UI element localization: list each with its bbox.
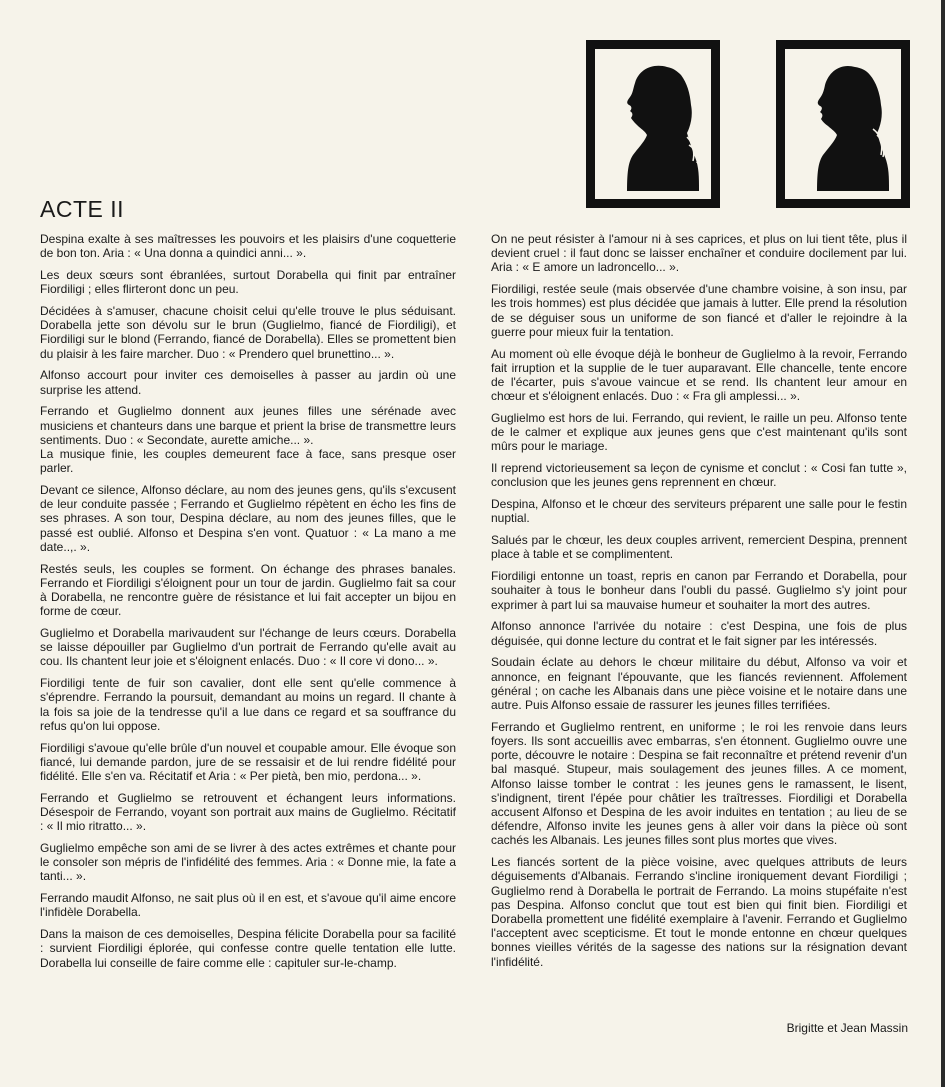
paragraph: Ferrando et Guglielmo rentrent, en uniforme ; le roi les renvoie dans leurs foyers. Ils sont accueillis avec embarras, s'en étonnent. Guglielmo ouvre une porte, découvre le notaire : Despina se fait reconnaître et prétend revenir d'un bal masqué. Stupeur, mais soulagement des jeunes filles. A ce moment, Alfonso laisse tomber le contrat : les jeunes gens le ramassent, le lisent, s'indignent, tirent l'épée pour châtier les traîtresses. Fiordiligi et Dorabella accusent Alfonso et Despina de les avoir induites en tentation ; au lieu de se défendre, Alfonso invite les jeunes gens à aller voir dans la pièce où sont cachés les Albanais. Les jeunes filles sont plus mortes que vives.	[491, 719, 907, 848]
synopsis-column-right	[491, 232, 907, 976]
paragraph: Restés seuls, les couples se forment. On échange des phrases banales. Ferrando et Fiordiligi s'éloignent pour un tour de jardin. Guglielmo fait sa cour à Dorabella, ne rencontre guère de résistance et lui fait accepter un bijou en forme de cœur.	[40, 561, 456, 619]
paragraph: Despina, Alfonso et le chœur des serviteurs préparent une salle pour le festin nuptial.	[491, 497, 907, 526]
paragraph: Alfonso annonce l'arrivée du notaire : c'est Despina, une fois de plus déguisée, qui donne lecture du contrat et le fait signer par les intéressés.	[491, 619, 907, 648]
portrait-frame-2	[776, 40, 910, 208]
author-signature: Brigitte et Jean Massin	[786, 1021, 908, 1035]
silhouette-portrait-icon	[785, 49, 901, 199]
paragraph: Despina exalte à ses maîtresses les pouvoirs et les plaisirs d'une coquetterie de bon ton. Aria : « Una donna a quindici anni... ».	[40, 232, 456, 261]
paragraph: Devant ce silence, Alfonso déclare, au nom des jeunes gens, qu'ils s'excusent de leur conduite passée ; Ferrando et Guglielmo répètent en écho les fins de ses phrases. A son tour, Despina déclare, au nom des jeunes filles, que le passé est oublié. Alfonso et Despina s'en vont. Quatuor : « La mano a me date..,. ».	[40, 483, 456, 554]
paragraph: Fiordiligi, restée seule (mais observée d'une chambre voisine, à son insu, par les trois hommes) est plus décidée que jamais à lutter. Elle prend la résolution de se déguiser sous un uniforme de son fiancé et d'aller le rejoindre à la guerre pour mieux fuir la tentation.	[491, 282, 907, 339]
paragraph: Ferrando et Guglielmo se retrouvent et échangent leurs informations. Désespoir de Ferrando, voyant son portrait aux mains de Guglielmo. Récitatif : « Il mio ritratto... ».	[40, 790, 456, 834]
paragraph: Ferrando maudit Alfonso, ne sait plus où il en est, et s'avoue qu'il aime encore l'infidèle Dorabella.	[40, 891, 456, 920]
portrait-frame-1	[586, 40, 720, 208]
paragraph: Guglielmo empêche son ami de se livrer à des actes extrêmes et chante pour le consoler son mépris de l'infidélité des femmes. Aria : « Donne mie, la fate a tanti... ».	[40, 841, 456, 884]
paragraph: Au moment où elle évoque déjà le bonheur de Guglielmo à la revoir, Ferrando fait irruption et la supplie de le tuer auparavant. Elle chancelle, tente encore de l'écarter, puis s'avoue vaincue et se rend. Ils chantent leur amour en chœur et s'éloignent enlacés. Duo : « Fra gli amplessi... ».	[491, 346, 907, 404]
paragraph: Les deux sœurs sont ébranlées, surtout Dorabella qui finit par entraîner Fiordiligi ; elles flirteront donc un peu.	[40, 268, 456, 297]
paragraph: Guglielmo est hors de lui. Ferrando, qui revient, le raille un peu. Alfonso tente de le calmer et explique aux jeunes gens que c'est maintenant qu'ils sont mûrs pour le mariage.	[491, 411, 907, 454]
paragraph: La musique finie, les couples demeurent face à face, sans presque oser parler.	[40, 447, 456, 476]
synopsis-column-left	[40, 232, 456, 977]
paragraph: Soudain éclate au dehors le chœur militaire du début, Alfonso va voir et annonce, en feignant l'épouvante, que les fiancés reviennent. Affolement général ; on cache les Albanais dans une pièce voisine et le notaire dans une autre. Puis Alfonso essaie de rassurer les jeunes filles terrifiées.	[491, 655, 907, 713]
paragraph: Décidées à s'amuser, chacune choisit celui qu'elle trouve le plus séduisant. Dorabella jette son dévolu sur le brun (Guglielmo, fiancé de Fiordiligi), et Fiordiligi sur le blond (Ferrando, fiancé de Dorabella). Elles se promettent bien du plaisir à les faire marcher. Duo : « Prendero quel brunettino... ».	[40, 304, 456, 361]
paragraph: Les fiancés sortent de la pièce voisine, avec quelques attributs de leurs déguisements d'Albanais. Ferrando s'incline ironiquement devant Fiordiligi ; Guglielmo rend à Dorabella le portrait de Ferrando. La moins stupéfaite n'est pas Despina. Alfonso conclut que tout est bien qui finit bien. Fiordiligi et Dorabella promettent une fidélité exemplaire à l'avenir. Ferrando et Guglielmo l'acceptent avec scepticisme. Et tout le monde entonne en chœur quelques bonnes vieilles vérités de la sagesse des nations sur la résignation devant l'infidélité.	[491, 855, 907, 969]
page-edge-divider	[941, 0, 945, 1087]
paragraph: Fiordiligi tente de fuir son cavalier, dont elle sent qu'elle commence à s'éprendre. Ferrando la poursuit, demandant au moins un regard. Il chante à la fois sa joie de la tendresse qu'il a lue dans ce regard et sa souffrance du refus qu'on lui oppose.	[40, 676, 456, 733]
paragraph: Salués par le chœur, les deux couples arrivent, remercient Despina, prennent place à table et se complimentent.	[491, 533, 907, 562]
paragraph: On ne peut résister à l'amour ni à ses caprices, et plus on lui tient tête, plus il devient cruel : il faut donc se laisser enchaîner et conduire docilement par lui. Aria : « E amore un ladroncello... ».	[491, 232, 907, 275]
silhouette-portrait-icon	[595, 49, 711, 199]
paragraph: Ferrando et Guglielmo donnent aux jeunes filles une sérénade avec musiciens et chanteurs dans une barque et prient la brise de transmettre leurs sentiments. Duo : « Secondate, aurette amiche... ».	[40, 404, 456, 447]
page-title: ACTE II	[40, 196, 125, 222]
paragraph: Fiordiligi s'avoue qu'elle brûle d'un nouvel et coupable amour. Elle évoque son fiancé, lui demande pardon, jure de se ressaisir et de lui rendre fidélité pour fidélité. Elle s'en va. Récitatif et Aria : « Per pietà, ben mio, perdona... ».	[40, 740, 456, 784]
paragraph: Fiordiligi entonne un toast, repris en canon par Ferrando et Dorabella, pour souhaiter à tous le bonheur dans l'oubli du passé. Guglielmo s'y joint pour exprimer à part lui sa mauvaise humeur et souhaiter la mort des autres.	[491, 569, 907, 612]
paragraph: Dans la maison de ces demoiselles, Despina félicite Dorabella pour sa facilité : survient Fiordiligi éplorée, qui confesse contre quelle tentation elle lutte. Dorabella lui conseille de faire comme elle : capituler sur-le-champ.	[40, 927, 456, 970]
paragraph: Il reprend victorieusement sa leçon de cynisme et conclut : « Cosi fan tutte », conclusion que les jeunes gens reprennent en chœur.	[491, 461, 907, 490]
paragraph: Alfonso accourt pour inviter ces demoiselles à passer au jardin où une surprise les attend.	[40, 368, 456, 397]
paragraph: Guglielmo et Dorabella marivaudent sur l'échange de leurs cœurs. Dorabella se laisse dépouiller par Guglielmo d'un portrait de Ferrando qu'elle avait au cou. Ils chantent leur joie et s'éloignent enlacés. Duo : « Il core vi dono... ».	[40, 626, 456, 669]
